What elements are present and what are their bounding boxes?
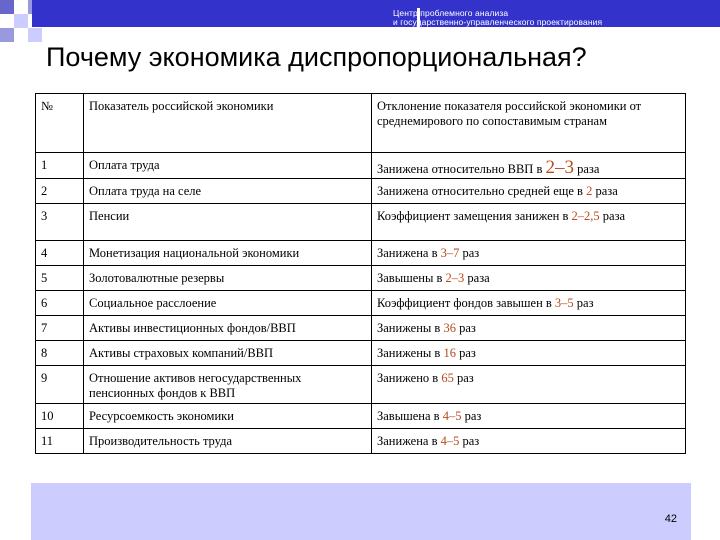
row-indicator: Отношение активов негосударственных пенсионных фондов к ВВП: [84, 366, 372, 404]
table-row: [36, 204, 686, 241]
deviation-unit: раза: [592, 184, 618, 198]
deviation-unit: раза: [573, 162, 600, 176]
deviation-text: Коэффициент замещения занижен в: [377, 209, 572, 223]
deviation-value: 4–5: [440, 434, 460, 448]
deviation-unit: раз: [573, 296, 594, 310]
row-indicator: Производительность труда: [84, 429, 372, 454]
table-row: [36, 366, 686, 404]
table-row: [36, 341, 686, 366]
deviation-text: Занижена относительно ВВП в: [377, 162, 546, 176]
row-number: 5: [36, 266, 84, 291]
header-num: №: [36, 94, 84, 153]
row-indicator: Оплата труда на селе: [84, 179, 372, 204]
deviation-unit: раза: [464, 271, 490, 285]
deviation-unit: раза: [599, 209, 626, 223]
organization-name: [393, 9, 602, 27]
row-number: 11: [36, 429, 84, 454]
row-deviation: [372, 366, 686, 404]
row-number: 4: [36, 241, 84, 266]
deviation-value: 3–5: [554, 296, 574, 310]
deviation-unit: раз: [453, 371, 474, 385]
slide-title: Почему экономика диспропорциональная?: [46, 42, 587, 72]
row-deviation: [372, 179, 686, 204]
row-indicator: Пенсии: [84, 204, 372, 241]
row-deviation: [372, 404, 686, 429]
deviation-unit: раз: [455, 346, 476, 360]
deviation-unit: раз: [459, 246, 480, 260]
row-number: 3: [36, 204, 84, 241]
header-indicator: Показатель российской экономики: [84, 94, 372, 153]
row-deviation: [372, 429, 686, 454]
row-number: 8: [36, 341, 84, 366]
organization-line-1: Центр проблемного анализа: [393, 8, 509, 18]
row-number: 6: [36, 291, 84, 316]
row-number: 9: [36, 366, 84, 404]
deviation-value: 2: [586, 184, 593, 198]
deviation-text: Коэффициент фондов завышен в: [377, 296, 555, 310]
row-indicator: Золотовалютные резервы: [84, 266, 372, 291]
deviation-text: Занижено в: [377, 371, 442, 385]
row-indicator: Оплата труда: [84, 153, 372, 179]
row-deviation: [372, 291, 686, 316]
deviation-unit: раз: [461, 409, 482, 423]
deviation-text: Занижены в: [377, 346, 444, 360]
deviation-value: 2–3: [545, 157, 574, 178]
deviation-text: Занижены в: [377, 321, 444, 335]
indicators-table: [35, 93, 686, 454]
deviation-value: 3–7: [440, 246, 460, 260]
table-header-row: [36, 94, 686, 153]
deviation-unit: раз: [459, 434, 480, 448]
deviation-value: 4–5: [442, 409, 462, 423]
table-row: [36, 241, 686, 266]
table-row: [36, 316, 686, 341]
table-row: [36, 404, 686, 429]
row-indicator: Активы инвестиционных фондов/ВВП: [84, 316, 372, 341]
row-deviation: [372, 204, 686, 241]
deviation-text: Завышена в: [377, 409, 443, 423]
deviation-text: Занижена в: [377, 246, 441, 260]
row-number: 7: [36, 316, 84, 341]
row-indicator: Монетизация национальной экономики: [84, 241, 372, 266]
deviation-value: 2–3: [445, 271, 465, 285]
row-deviation: [372, 266, 686, 291]
table-row: [36, 266, 686, 291]
deviation-value: 65: [441, 371, 454, 385]
row-indicator: Ресурсоемкость экономики: [84, 404, 372, 429]
row-deviation: [372, 153, 686, 179]
table-row: [36, 429, 686, 454]
row-deviation: [372, 316, 686, 341]
deviation-value: 2–2,5: [571, 209, 600, 223]
row-indicator: Социальное расслоение: [84, 291, 372, 316]
table-row: [36, 291, 686, 316]
deviation-unit: раз: [455, 321, 476, 335]
table-row: [36, 153, 686, 179]
row-number: 1: [36, 153, 84, 179]
footer-panel: [31, 483, 691, 540]
deviation-text: Завышены в: [377, 271, 446, 285]
header-bar: [32, 0, 720, 27]
deviation-value: 36: [443, 321, 456, 335]
organization-line-2: и государственно-управленческого проектирования: [393, 17, 603, 27]
header-deviation: Отклонение показателя российской экономики от среднемирового по сопоставимым странам: [372, 94, 686, 153]
row-deviation: [372, 341, 686, 366]
row-indicator: Активы страховых компаний/ВВП: [84, 341, 372, 366]
page-number: 42: [664, 513, 677, 525]
row-deviation: [372, 241, 686, 266]
row-number: 10: [36, 404, 84, 429]
deviation-text: Занижена в: [377, 434, 441, 448]
deviation-text: Занижена относительно средней еще в: [377, 184, 587, 198]
deviation-value: 16: [443, 346, 456, 360]
row-number: 2: [36, 179, 84, 204]
table-row: [36, 179, 686, 204]
